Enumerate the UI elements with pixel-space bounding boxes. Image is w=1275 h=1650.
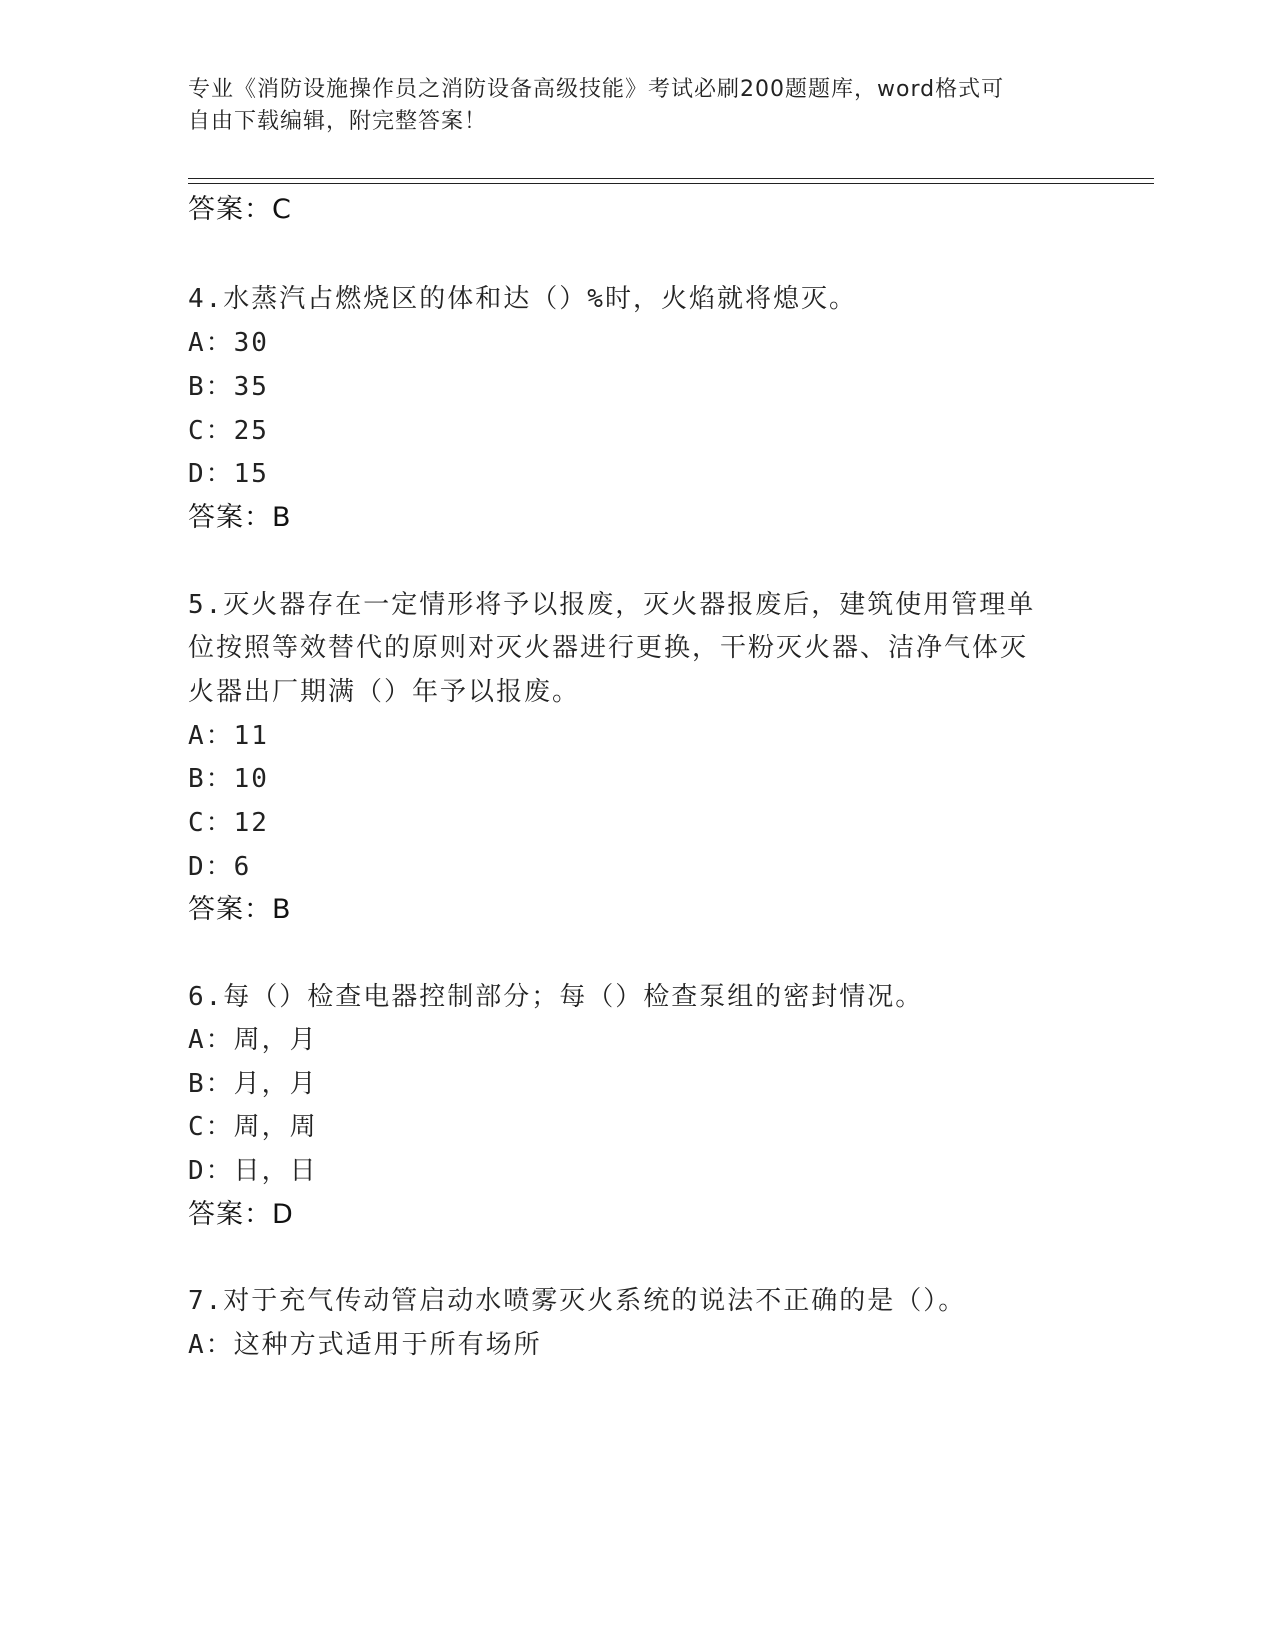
- question-5-text-line-1: 5.灭火器存在一定情形将予以报废，灭火器报废后，建筑使用管理单: [188, 590, 1036, 620]
- question-4-text: 4.水蒸汽占燃烧区的体和达（）%时，火焰就将熄灭。: [188, 284, 857, 314]
- header-divider-top: [188, 178, 1154, 179]
- header-line-1: 专业《消防设施操作员之消防设备高级技能》考试必刷200题题库，word格式可: [188, 77, 1005, 102]
- question-5-option-d: D：6: [188, 852, 252, 882]
- question-5-answer: 答案：B: [188, 894, 292, 925]
- question-5-option-c: C：12: [188, 808, 269, 838]
- question-6-answer: 答案：D: [188, 1199, 294, 1230]
- question-5-option-a: A：11: [188, 721, 269, 751]
- document-header: [188, 74, 1068, 138]
- question-6-option-a: A：周，月: [188, 1025, 318, 1055]
- question-5-text-line-2: 位按照等效替代的原则对灭火器进行更换，干粉灭火器、洁净气体灭: [188, 633, 1029, 663]
- question-6-option-c: C：周，周: [188, 1112, 318, 1142]
- question-7-text: 7.对于充气传动管启动水喷雾灭火系统的说法不正确的是（）。: [188, 1286, 967, 1316]
- question-4-option-c: C：25: [188, 416, 269, 446]
- question-5-text-line-3: 火器出厂期满（）年予以报废。: [188, 677, 581, 707]
- answer-previous: 答案：C: [188, 194, 292, 225]
- question-4-option-a: A：30: [188, 328, 269, 358]
- header-line-2: 自由下载编辑，附完整答案！: [188, 109, 488, 134]
- question-4-option-b: B：35: [188, 372, 269, 402]
- question-6-option-b: B：月，月: [188, 1069, 318, 1099]
- question-5-option-b: B：10: [188, 764, 269, 794]
- question-6-option-d: D：日，日: [188, 1156, 318, 1186]
- question-6-text: 6.每（）检查电器控制部分；每（）检查泵组的密封情况。: [188, 982, 924, 1012]
- question-7-option-a: A：这种方式适用于所有场所: [188, 1330, 542, 1360]
- question-4-answer: 答案：B: [188, 502, 292, 533]
- header-divider-bottom: [188, 183, 1154, 184]
- question-4-option-d: D：15: [188, 459, 269, 489]
